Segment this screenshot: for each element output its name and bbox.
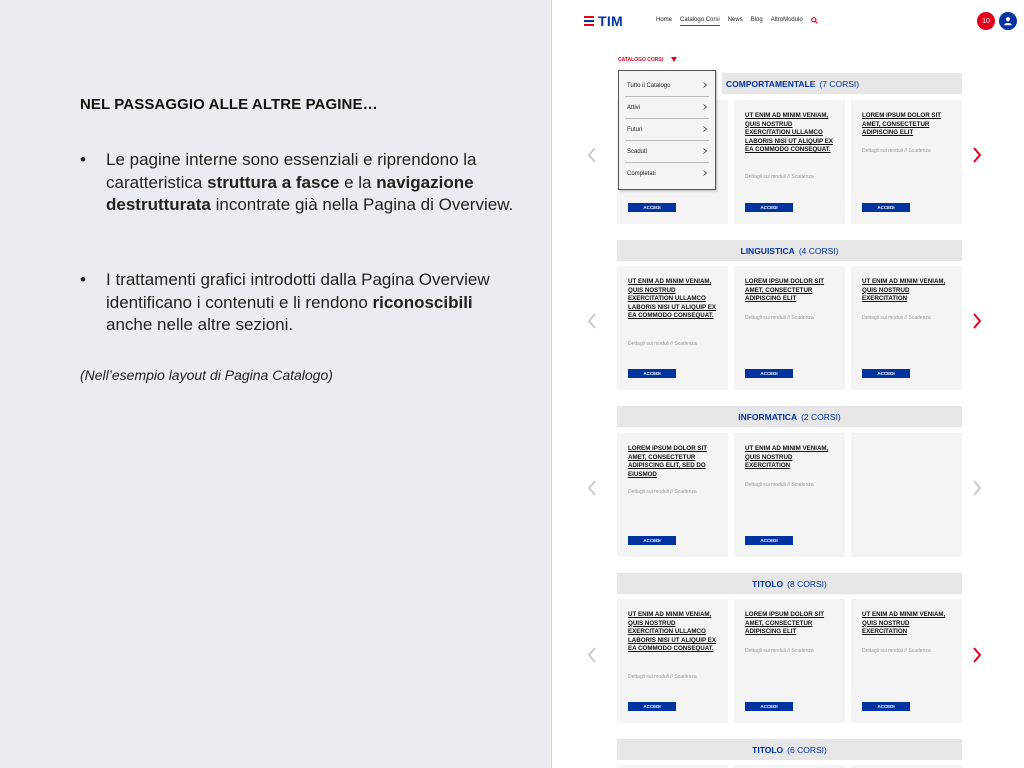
search-icon[interactable] (811, 17, 818, 26)
dropdown-item-attivi[interactable] (625, 97, 709, 119)
chevron-left-icon[interactable] (586, 312, 598, 330)
accedi-button[interactable]: ACCEDI (862, 702, 910, 711)
course-card (734, 100, 845, 224)
caret-down-icon (671, 57, 677, 64)
chevron-left-icon[interactable] (586, 146, 598, 164)
dropdown-item-label: Futuri (627, 126, 643, 133)
course-meta: Dettagli sui moduli // Scadenza (628, 489, 697, 495)
chevron-left-icon[interactable] (586, 479, 598, 497)
course-meta: Dettagli sui moduli // Scadenza (745, 648, 814, 654)
chevron-right-icon (703, 126, 707, 134)
nav-item-home[interactable]: Home (656, 17, 673, 23)
slide-heading: NEL PASSAGGIO ALLE ALTRE PAGINE… (80, 96, 378, 113)
course-card (734, 433, 845, 557)
nav-item-altromodulo[interactable]: AltroModulo (770, 17, 803, 23)
course-meta: Dettagli sui moduli // Scadenza (628, 341, 697, 347)
course-title[interactable]: LOREM IPSUM DOLOR SIT AMET, CONSECTETUR ADIPISCING ELIT (745, 278, 825, 303)
dropdown-item-label: Completati (627, 171, 656, 177)
accedi-button[interactable]: ACCEDI (628, 369, 676, 378)
bullet-text-2: I trattamenti grafici introdotti dalla Pagina Overview identificano i contenuti e li rendono riconoscibili anche nelle altre sezioni. (106, 270, 490, 334)
user-icon[interactable] (999, 12, 1017, 30)
category-dropdown-menu (618, 70, 716, 190)
section-header-titolo-2: TITOLO (6 CORSI) (617, 739, 962, 760)
course-title[interactable]: UT ENIM AD MINIM VENIAM, QUIS NOSTRUD EXERCITATION ULLAMCO LABORIS NISI UT ALIQUIP EX EA COMMODO CONSEQUAT. (628, 278, 717, 320)
chevron-right-icon (703, 170, 707, 178)
dropdown-item-label: Tutto il Catalogo (627, 82, 671, 89)
course-title[interactable]: UT ENIM AD MINIM VENIAM, QUIS NOSTRUD EXERCITATION (745, 445, 829, 470)
course-card (734, 599, 845, 723)
course-title[interactable]: LOREM IPSUM DOLOR SIT AMET, CONSECTETUR ADIPISCING ELIT (862, 112, 942, 137)
course-meta: Dettagli sui moduli // Scadenza (628, 674, 697, 680)
course-card (734, 266, 845, 390)
logo-text: TIM (598, 13, 624, 29)
section-header-informatica: INFORMATICA (2 CORSI) (617, 406, 962, 427)
nav-item-news[interactable]: News (727, 17, 743, 23)
section-header-linguistica: LINGUISTICA (4 CORSI) (617, 240, 962, 261)
course-title[interactable]: UT ENIM AD MINIM VENIAM, QUIS NOSTRUD EXERCITATION ULLAMCO LABORIS NISI UT ALIQUIP EX EA COMMODO CONSEQUAT. (745, 112, 834, 154)
bullet-marker: • (80, 150, 86, 169)
course-card (851, 266, 962, 390)
nav-item-blog[interactable]: Blog (750, 17, 763, 23)
accedi-button[interactable]: ACCEDI (628, 203, 676, 212)
accedi-button[interactable]: ACCEDI (628, 536, 676, 545)
empty-card (851, 433, 962, 557)
course-card (851, 100, 962, 224)
dropdown-item-label: Attivi (627, 104, 641, 111)
dropdown-item-scaduti[interactable] (625, 141, 709, 163)
accedi-button[interactable]: ACCEDI (745, 536, 793, 545)
chevron-right-icon (703, 82, 707, 90)
chevron-right-icon (703, 148, 707, 156)
section-header-comportamentale: COMPORTAMENTALE (7 CORSI) (722, 73, 962, 94)
course-title[interactable]: UT ENIM AD MINIM VENIAM, QUIS NOSTRUD EXERCITATION (862, 278, 946, 303)
bullet-item-2 (80, 269, 520, 337)
catalog-page-mockup (551, 0, 1024, 768)
bullet-marker: • (80, 270, 86, 289)
bullet-text-1: Le pagine interne sono essenziali e riprendono la caratteristica struttura a fasce e la navigazione destrutturata incontrate già nella Pagina di Overview. (106, 150, 514, 214)
dropdown-item-futuri[interactable] (625, 119, 709, 141)
course-meta: Dettagli sui moduli // Scadenza (745, 482, 814, 488)
nav-item-catalogo-corsi[interactable]: Catalogo Corsi (680, 17, 720, 26)
course-title[interactable]: UT ENIM AD MINIM VENIAM, QUIS NOSTRUD EXERCITATION (862, 611, 946, 636)
chevron-right-icon[interactable] (971, 646, 983, 664)
course-title[interactable]: LOREM IPSUM DOLOR SIT AMET, CONSECTETUR ADIPISCING ELIT, SED DO EIUSMOD (628, 445, 708, 478)
dropdown-item-completati[interactable] (625, 163, 709, 185)
chevron-right-icon[interactable] (971, 479, 983, 497)
chevron-left-icon[interactable] (586, 646, 598, 664)
course-meta: Dettagli sui moduli // Scadenza (862, 148, 931, 154)
course-card (617, 599, 728, 723)
course-card (851, 599, 962, 723)
main-menu (656, 17, 818, 26)
dropdown-item-label: Scaduti (627, 148, 648, 155)
dropdown-item-tutto-il-catalogo[interactable] (625, 75, 709, 97)
accedi-button[interactable]: ACCEDI (745, 203, 793, 212)
logo-mark-icon (584, 16, 594, 26)
course-card (617, 266, 728, 390)
category-dropdown-toggle[interactable] (618, 57, 677, 64)
accedi-button[interactable]: ACCEDI (862, 203, 910, 212)
course-card (617, 433, 728, 557)
slide-note: (Nell’esempio layout di Pagina Catalogo) (80, 367, 333, 383)
course-title[interactable]: UT ENIM AD MINIM VENIAM, QUIS NOSTRUD EXERCITATION ULLAMCO LABORIS NISI UT ALIQUIP EX EA COMMODO CONSEQUAT. (628, 611, 717, 653)
tim-logo[interactable] (584, 13, 623, 29)
course-title[interactable]: LOREM IPSUM DOLOR SIT AMET, CONSECTETUR ADIPISCING ELIT (745, 611, 825, 636)
notification-badge[interactable]: 10 (977, 12, 995, 30)
section-header-titolo: TITOLO (8 CORSI) (617, 573, 962, 594)
accedi-button[interactable]: ACCEDI (745, 369, 793, 378)
category-dropdown-label: CATALOGO CORSI (618, 57, 664, 63)
course-meta: Dettagli sui moduli // Scadenza (745, 174, 814, 180)
accedi-button[interactable]: ACCEDI (745, 702, 793, 711)
course-meta: Dettagli sui moduli // Scadenza (862, 315, 931, 321)
accedi-button[interactable]: ACCEDI (628, 702, 676, 711)
chevron-right-icon (703, 104, 707, 112)
bullet-item-1 (80, 149, 520, 217)
course-meta: Dettagli sui moduli // Scadenza (862, 648, 931, 654)
top-navigation-bar (552, 0, 1024, 40)
accedi-button[interactable]: ACCEDI (862, 369, 910, 378)
chevron-right-icon[interactable] (971, 312, 983, 330)
course-meta: Dettagli sui moduli // Scadenza (745, 315, 814, 321)
chevron-right-icon[interactable] (971, 146, 983, 164)
